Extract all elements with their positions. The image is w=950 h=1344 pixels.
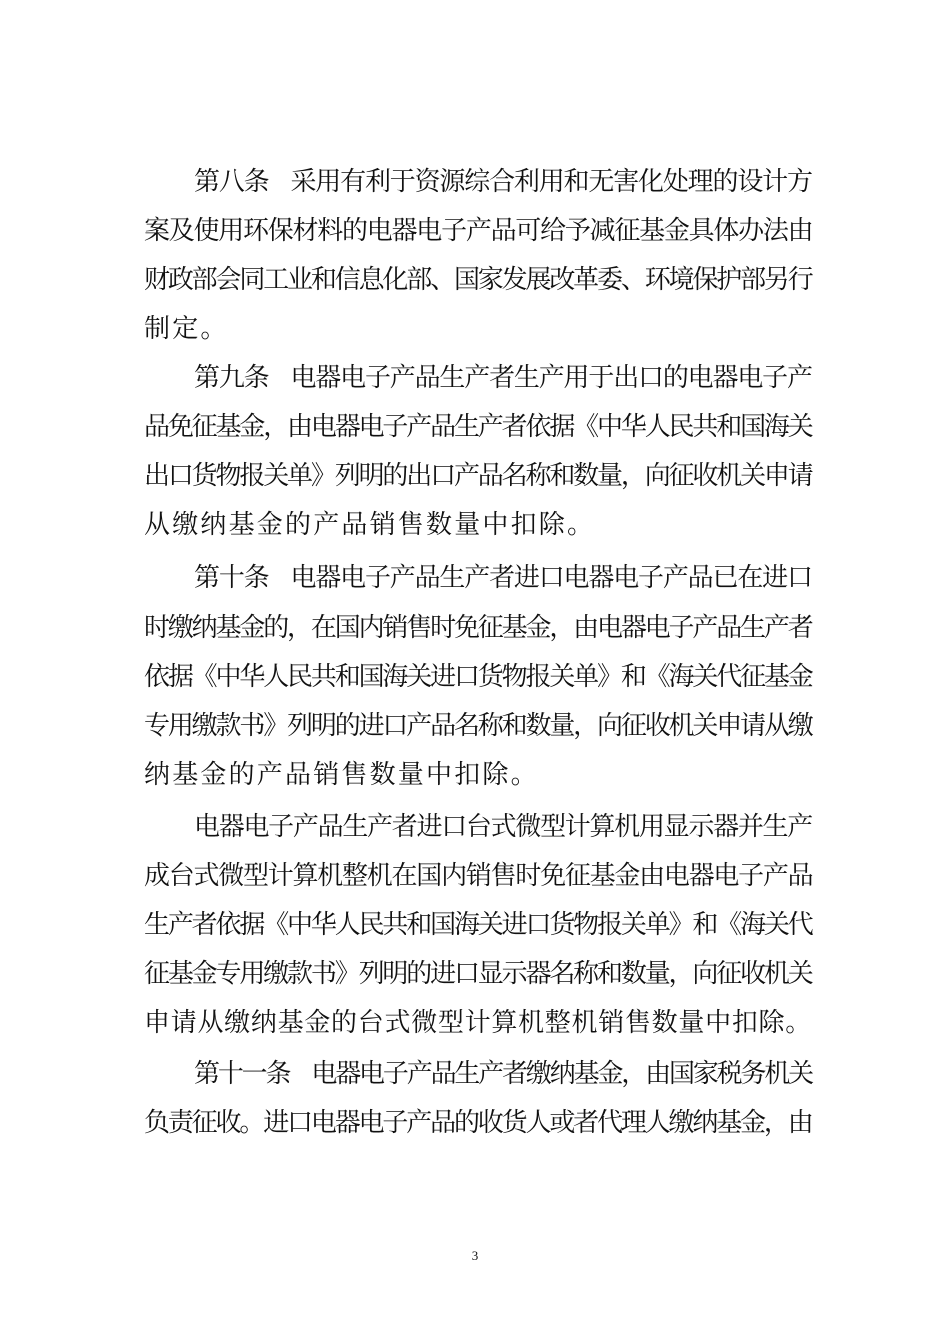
text-line <box>144 411 812 443</box>
line-text: 电器电子产品生产者进口台式微型计算机用显示器并生产 <box>194 812 813 842</box>
text-line <box>194 166 812 198</box>
text-line <box>144 958 812 990</box>
line-text: 成台式微型计算机整机在国内销售时免征基金由电器电子产品 <box>144 861 813 891</box>
line-text: 从缴纳基金的产品销售数量中扣除。 <box>144 510 596 540</box>
page-number: 3 <box>471 1248 479 1263</box>
text-line <box>194 811 812 843</box>
line-text: 专用缴款书》列明的进口产品名称和数量，向征收机关申请从缴 <box>144 711 812 741</box>
line-text: 电器电子产品生产者缴纳基金，由国家税务机关 <box>311 1059 813 1089</box>
text-line <box>144 509 595 541</box>
article-heading: 第九条 <box>194 363 269 393</box>
text-line <box>144 909 812 941</box>
line-text: 负责征收。进口电器电子产品的收货人或者代理人缴纳基金，由 <box>144 1108 812 1138</box>
text-line <box>144 710 812 742</box>
line-text: 生产者依据《中华人民共和国海关进口货物报关单》和《海关代 <box>144 910 812 940</box>
article-heading: 第十一条 <box>194 1059 290 1089</box>
line-text: 时缴纳基金的，在国内销售时免征基金，由电器电子产品生产者 <box>144 613 812 643</box>
line-text: 征基金专用缴款书》列明的进口显示器名称和数量，向征收机关 <box>144 959 812 989</box>
text-line <box>194 562 812 594</box>
text-line <box>194 1058 812 1090</box>
line-text: 制定。 <box>144 314 229 344</box>
text-line <box>144 759 539 791</box>
text-line <box>144 264 812 296</box>
line-text: 纳基金的产品销售数量中扣除。 <box>144 760 539 790</box>
line-text: 依据《中华人民共和国海关进口货物报关单》和《海关代征基金 <box>144 662 812 692</box>
text-line <box>194 362 812 394</box>
text-line <box>144 460 812 492</box>
line-text: 财政部会同工业和信息化部、国家发展改革委、环境保护部另行 <box>144 265 812 295</box>
line-text: 案及使用环保材料的电器电子产品可给予减征基金具体办法由 <box>144 216 813 246</box>
text-line <box>144 661 812 693</box>
line-text: 电器电子产品生产者生产用于出口的电器电子产 <box>290 363 812 393</box>
line-text: 出口货物报关单》列明的出口产品名称和数量，向征收机关申请 <box>144 461 812 491</box>
text-line <box>144 612 812 644</box>
text-line <box>144 1107 812 1139</box>
article-heading: 第八条 <box>194 167 269 197</box>
text-line <box>144 215 812 247</box>
line-text: 采用有利于资源综合利用和无害化处理的设计方 <box>290 167 812 197</box>
line-text: 品免征基金，由电器电子产品生产者依据《中华人民共和国海关 <box>144 412 812 442</box>
line-text: 申请从缴纳基金的台式微型计算机整机销售数量中扣除。 <box>144 1008 813 1038</box>
text-line <box>144 1007 812 1039</box>
article-heading: 第十条 <box>194 563 269 593</box>
line-text: 电器电子产品生产者进口电器电子产品已在进口 <box>290 563 812 593</box>
text-line <box>144 860 812 892</box>
text-line <box>144 313 229 345</box>
